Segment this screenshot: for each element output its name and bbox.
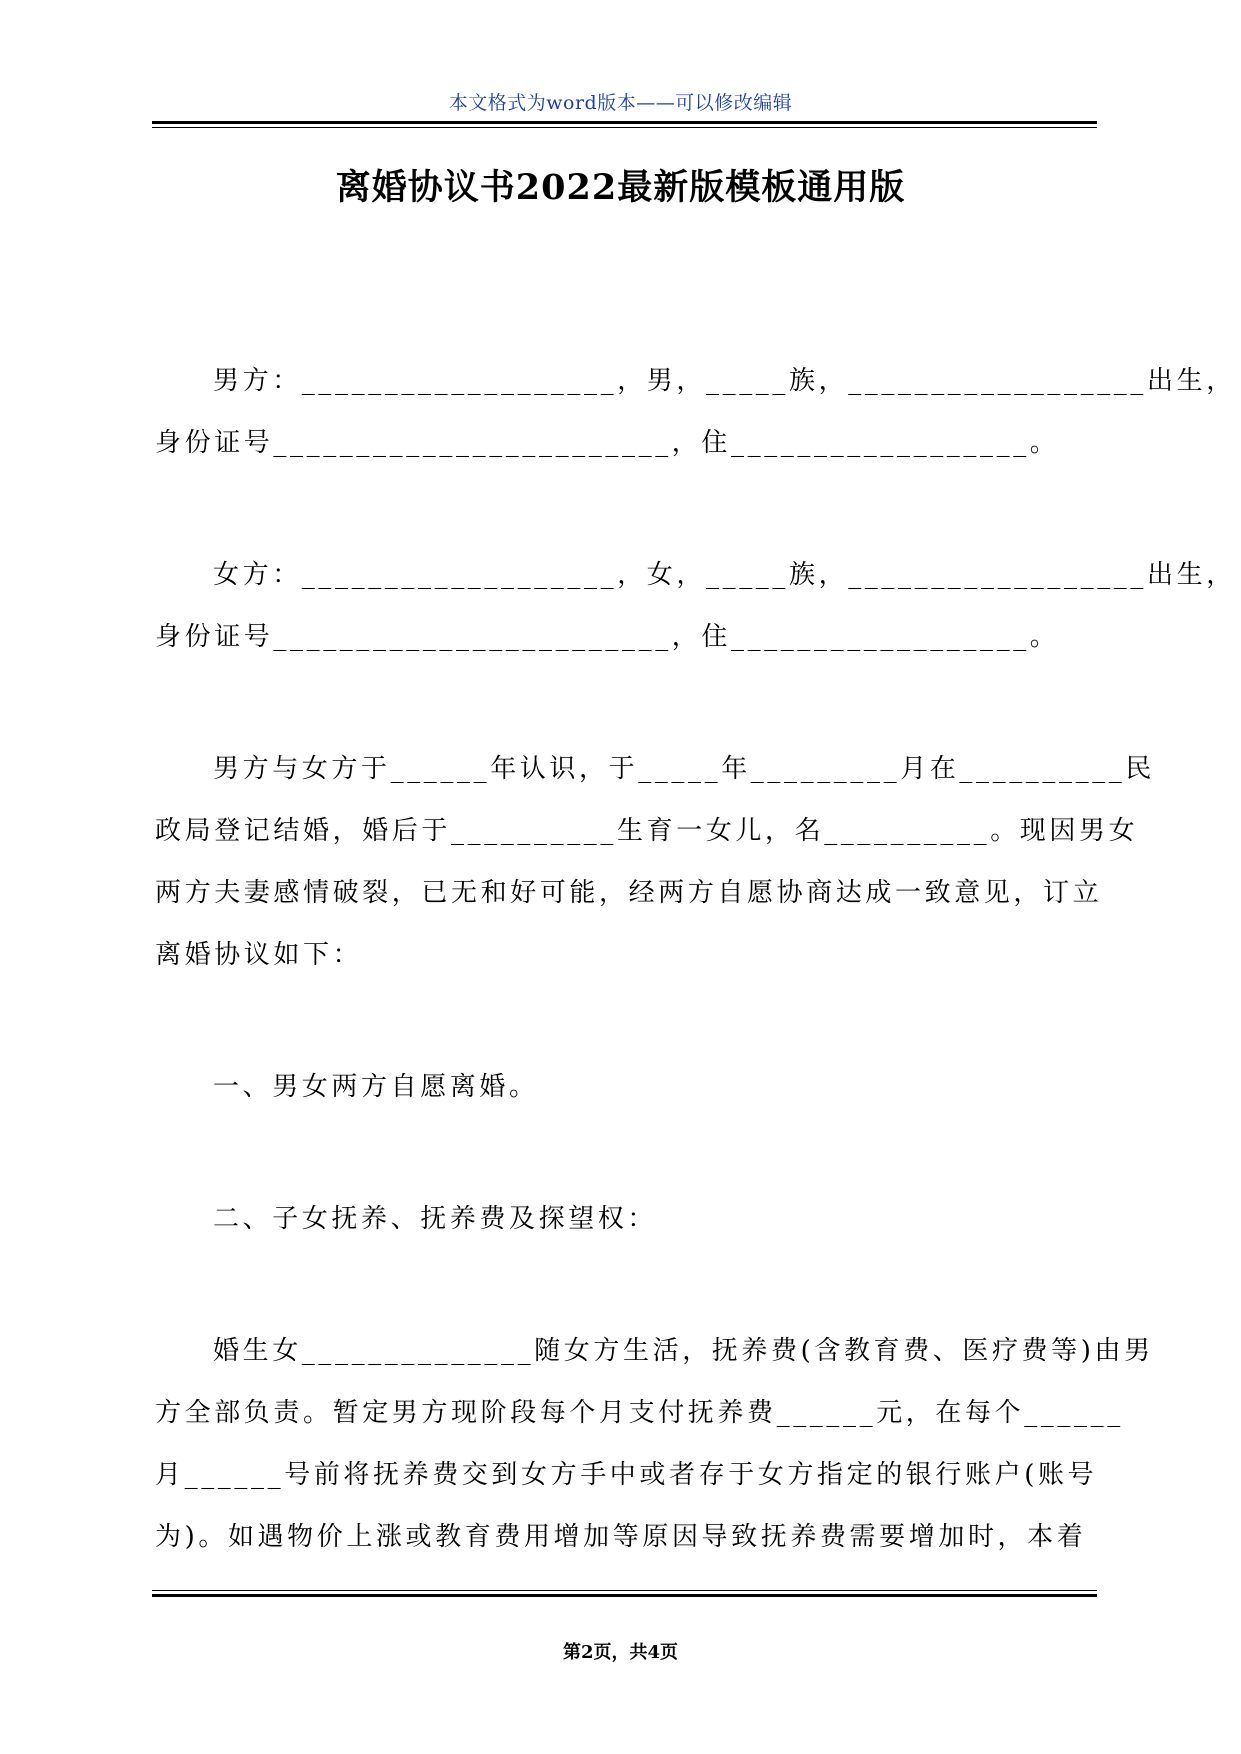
child-support-line-1: 婚生女______________随女方生活，抚养费(含教育费、医疗费等)由男 (213, 1336, 1154, 1366)
footer-rule-thick (152, 1594, 1097, 1597)
female-id-line: 身份证号________________________，住__________________。 (155, 622, 1060, 652)
header-rule-thick (152, 121, 1097, 124)
female-party-line: 女方：___________________，女，_____族，__________________出生， (213, 560, 1236, 590)
male-party-line: 男方：___________________，男，_____族，__________________出生， (213, 366, 1236, 396)
clause-1: 一、男女两方自愿离婚。 (213, 1072, 539, 1102)
footer-rule-thin (152, 1590, 1097, 1591)
header-note: 本文格式为word版本——可以修改编辑 (448, 92, 793, 114)
marriage-paragraph-line-2: 政局登记结婚，婚后于__________生育一女儿，名__________。现因男女 (155, 816, 1139, 846)
child-support-line-4: 为)。如遇物价上涨或教育费用增加等原因导致抚养费需要增加时，本着 (155, 1522, 1087, 1552)
header-rule-thin (152, 127, 1097, 128)
marriage-paragraph-line-1: 男方与女方于______年认识，于_____年_________月在__________民 (213, 754, 1156, 784)
clause-2-heading: 二、子女抚养、抚养费及探望权： (213, 1204, 658, 1234)
page-number: 第2页，共4页 (562, 1642, 679, 1663)
male-id-line: 身份证号________________________，住__________________。 (155, 428, 1060, 458)
child-support-line-3: 月______号前将抚养费交到女方手中或者存于女方指定的银行账户(账号 (155, 1460, 1098, 1490)
marriage-paragraph-line-3: 两方夫妻感情破裂，已无和好可能，经两方自愿协商达成一致意见，订立 (155, 878, 1103, 908)
document-title: 离婚协议书2022最新版模板通用版 (335, 167, 906, 208)
marriage-paragraph-line-4: 离婚协议如下： (155, 940, 363, 970)
child-support-line-2: 方全部负责。暂定男方现阶段每个月支付抚养费______元，在每个______ (155, 1398, 1124, 1428)
